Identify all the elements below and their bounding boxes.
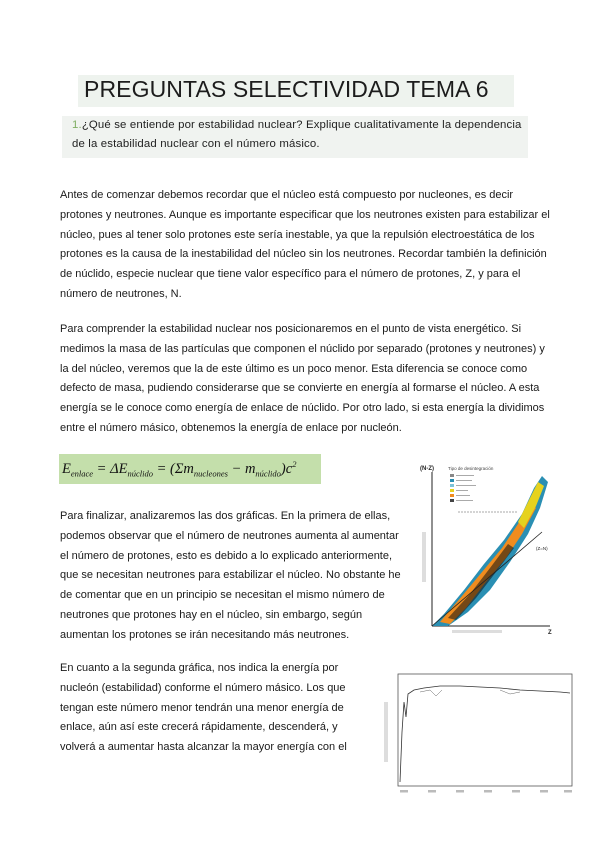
x-tick-label-6 (540, 790, 548, 793)
legend-swatch-4 (450, 489, 454, 492)
formula-sub2: nucleones (193, 468, 228, 479)
chart2-x-ticks (400, 790, 572, 793)
chart-y-axis-label-placeholder (422, 532, 426, 582)
neutron-proton-chart (418, 462, 558, 642)
paragraph-nucleus-composition: Antes de comenzar debemos recordar que el núcleo está compuesto por nucleones, es decir protones y neutrones. Aunque es importante especificar que los neutrones existen para estabilizar el núcleo, pues al tener solo protones este sería inestable, ya que la repulsión electroestática de los protones es la causa de la inestabilidad del núcleo sin los neutrones. Recordar también la definición de núclido, especie nuclear que tiene valor específico para el número de protones, Z, y para el número de neutrones, N. (60, 189, 550, 300)
formula-sub3: núclido (255, 468, 281, 479)
x-tick-label-2 (428, 790, 436, 793)
chart-legend-title: Tipo de desintegración (448, 466, 494, 471)
formula-close: )c (280, 460, 293, 477)
formula-minus: − m (227, 460, 256, 477)
paragraph-second-graph: En cuanto a la segunda gráfica, nos indica la energía por nucleón (estabilidad) conforme el número másico. Los que tengan este número menor tendrán una menor energía de enlace, aún así este crecerá rápidamente, descenderá, y volverá a aumentar hasta alcanzar la mayor energía con el (60, 662, 347, 754)
x-tick-label-1 (400, 790, 408, 793)
legend-swatch-3 (450, 484, 454, 487)
chart-x-axis-label-placeholder (452, 630, 502, 633)
chart2-y-axis-label-placeholder (384, 702, 388, 762)
z-equals-n-label: (Z=N) (536, 546, 548, 551)
binding-energy-chart (380, 672, 576, 798)
chart-corner-label: (N-Z) (420, 466, 434, 472)
legend-swatch-2 (450, 479, 454, 482)
chart-z-axis-label: Z (548, 630, 552, 636)
paragraph-binding-energy: Para comprender la estabilidad nuclear nos posicionaremos en el punto de vista energético. Si medimos la masa de las partículas que componen el núclido por separado (protones y neutrones) y la del núcleo, veremos que la de este último es un poco menor. Esta diferencia se conoce como defecto de masa, pudiendo considerarse que se convierte en energía al formarse el núcleo. A esta energía se le conoce como energía de enlace de núclido. Por otro lado, si esta energía la dividimos entre el número másico, obtenemos la energía de enlace por nucleón. (60, 323, 545, 434)
chart2-frame (398, 674, 572, 786)
question-text: ¿Qué se entiende por estabilidad nuclear? Explique cualitativamente la dependencia de la estabilidad nuclear con el número másico. (72, 119, 522, 150)
legend-swatch-6 (450, 499, 454, 502)
question-number: 1. (72, 119, 82, 131)
question-block (72, 116, 526, 154)
x-tick-label-4 (484, 790, 492, 793)
x-tick-label-5 (512, 790, 520, 793)
formula-eq1: = ΔE (93, 460, 128, 477)
binding-energy-formula (62, 459, 296, 479)
formula-eq2: = (Σm (152, 460, 194, 477)
legend-swatch-1 (450, 474, 454, 477)
chart-legend (450, 474, 476, 502)
paragraph-graph-analysis: Para finalizar, analizaremos las dos gráficas. En la primera de ellas, podemos observar que el número de neutrones aumenta al aumentar el número de protones, esto es debido a lo explicado anteriormente, que se necesitan neutrones para estabilizar el núcleo. No obstante he de comentar que en un principio se necesitan el mismo número de neutrones que protones hay en el núcleo, sin embargo, según aumentan los protones se irán necesitando más neutrones. (60, 510, 401, 641)
formula-lhs: E (62, 460, 71, 477)
x-tick-label-3 (456, 790, 464, 793)
formula-lhs-sub: enlace (70, 468, 94, 479)
formula-exp: 2 (292, 459, 297, 469)
formula-sub1: núclido (127, 468, 153, 479)
z-equals-n-line (432, 532, 542, 626)
page-title: PREGUNTAS SELECTIVIDAD TEMA 6 (84, 76, 489, 102)
stable-nuclei-line (448, 544, 514, 620)
x-tick-label-7 (564, 790, 572, 793)
legend-swatch-5 (450, 494, 454, 497)
